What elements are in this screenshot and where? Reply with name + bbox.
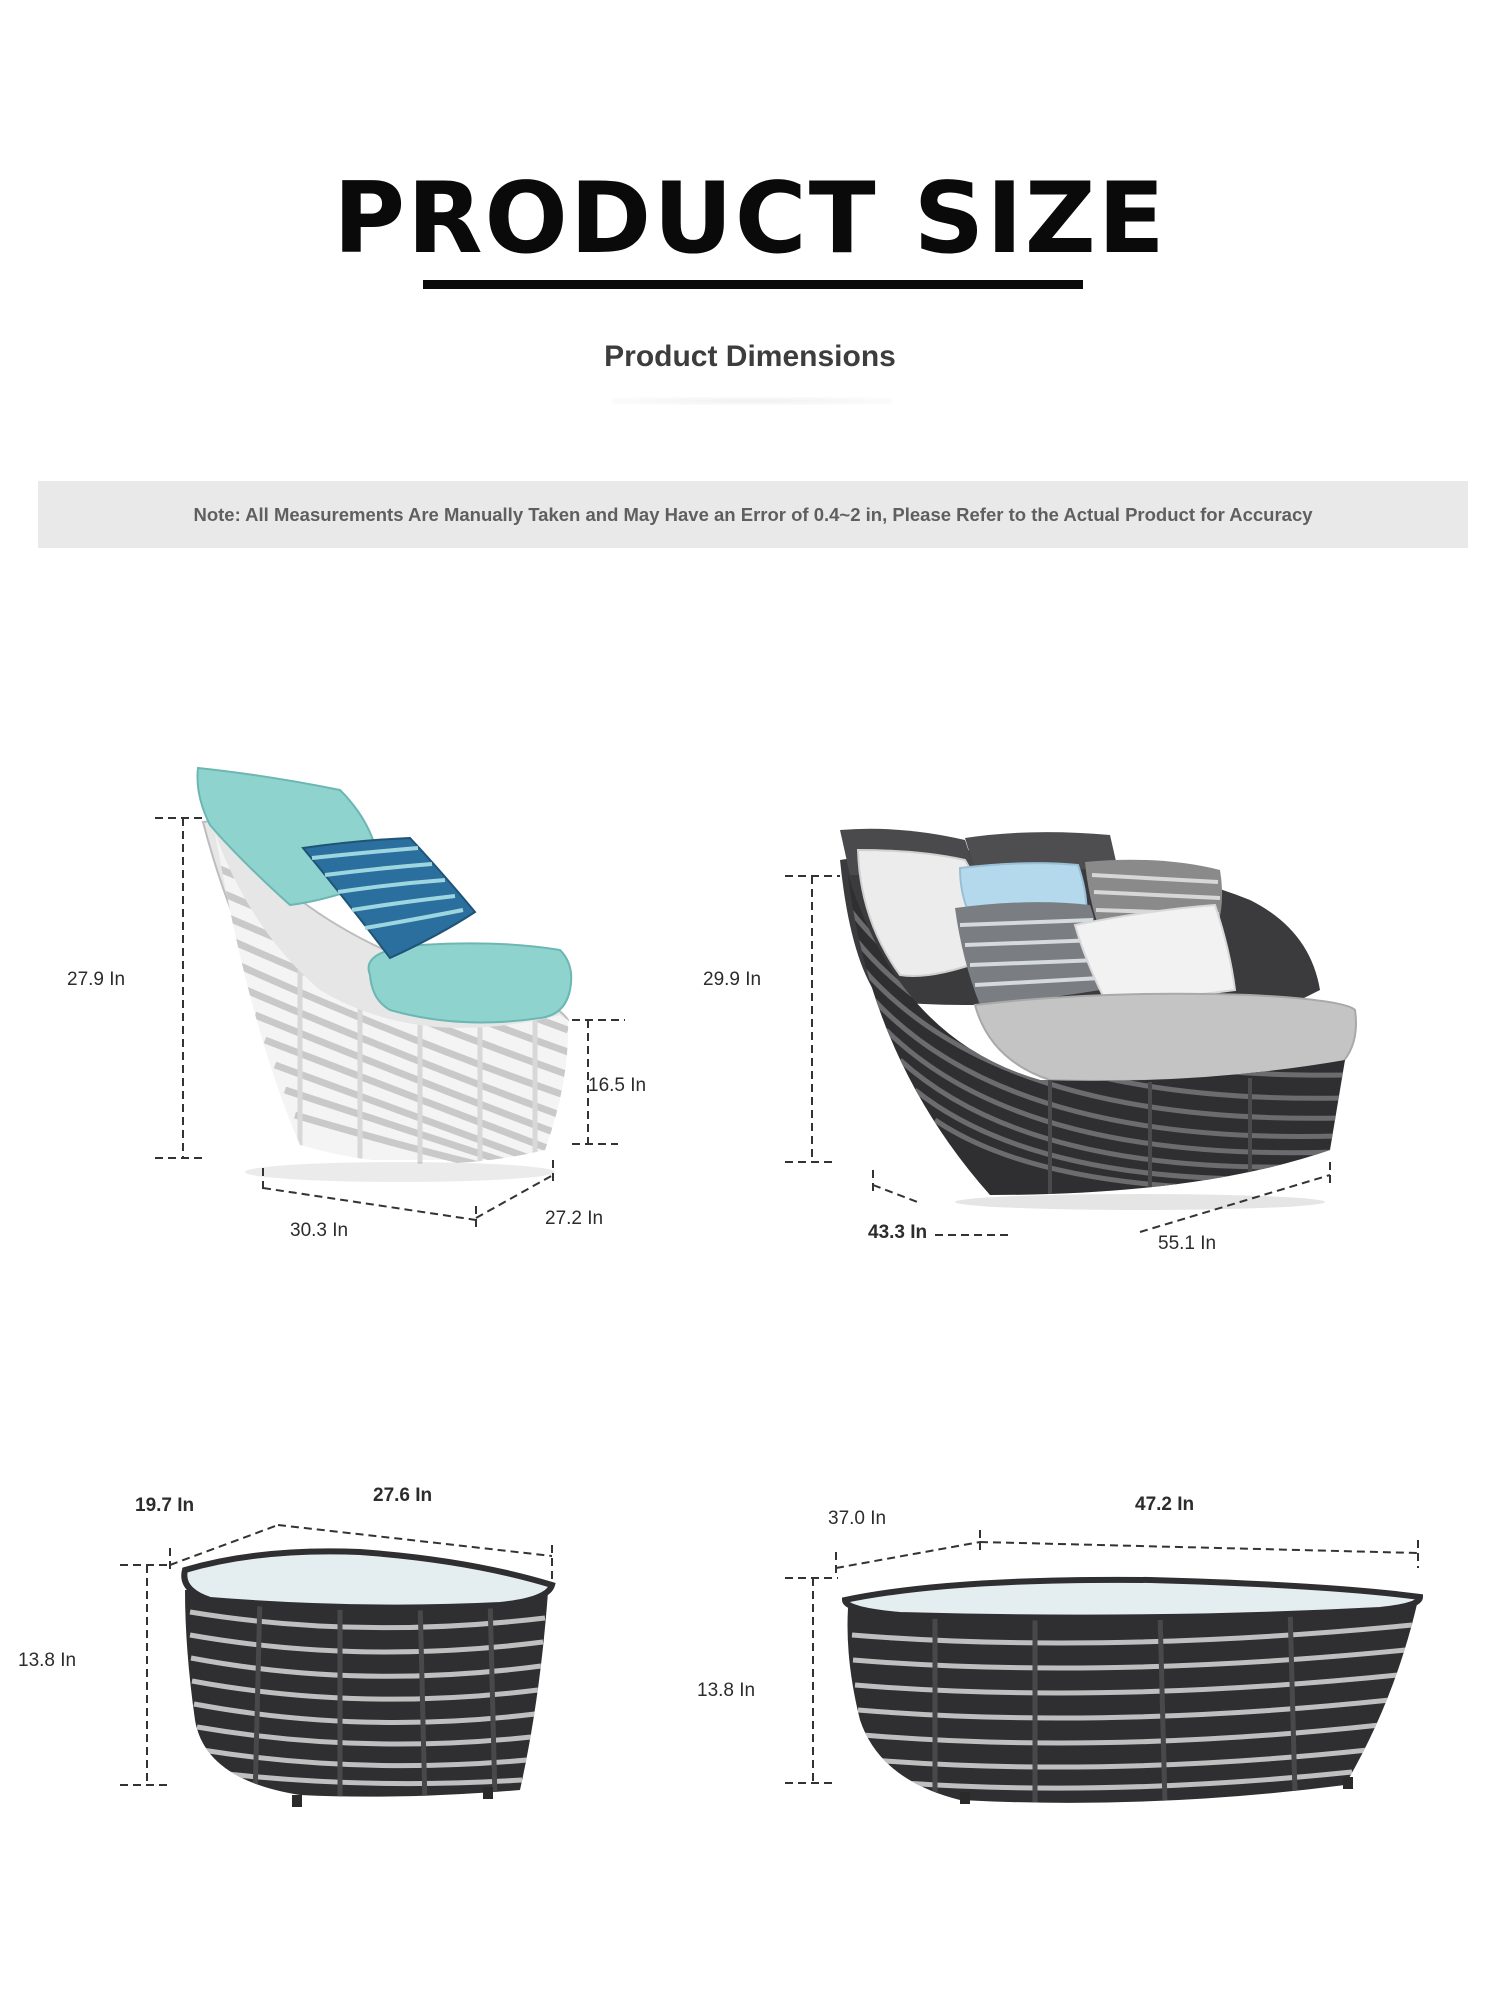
page-subtitle: Product Dimensions (604, 340, 896, 373)
coffee-table-depth-label: 37.0 In (828, 1508, 887, 1529)
measurement-note-bar (38, 481, 1468, 548)
measurement-note-text: Note: All Measurements Are Manually Taken and May Have an Error of 0.4~2 in, Please Refer to the Actual Product for Accuracy (193, 503, 1313, 525)
loveseat (840, 829, 1360, 1220)
coffee-table-dimension-lines (785, 1530, 1418, 1783)
loveseat-width-label: 55.1 In (1158, 1233, 1217, 1254)
lounge-chair-depth-label: 27.2 In (545, 1208, 604, 1229)
lounge-chair (198, 768, 581, 1182)
side-table-height-label: 13.8 In (18, 1650, 77, 1671)
loveseat-height-label: 29.9 In (703, 969, 762, 990)
side-table-width-label: 27.6 In (373, 1485, 433, 1506)
lounge-chair-height-label: 27.9 In (67, 969, 126, 990)
page-title: PRODUCT SIZE (333, 162, 1167, 276)
coffee-table-width-label: 47.2 In (1135, 1494, 1195, 1515)
lounge-chair-seat-height-label: 16.5 In (588, 1075, 647, 1096)
side-table (180, 1551, 560, 1810)
title-underline (423, 280, 1083, 289)
subtitle-shadow (612, 397, 892, 405)
striped-pillow (303, 838, 475, 958)
coffee-table (840, 1580, 1430, 1815)
coffee-table-height-label: 13.8 In (697, 1680, 756, 1701)
loveseat-dimension-lines (785, 876, 1330, 1235)
lounge-chair-dimension-lines (155, 818, 625, 1228)
loveseat-depth-label: 43.3 In (868, 1222, 928, 1243)
side-table-depth-label: 19.7 In (135, 1495, 195, 1516)
lounge-chair-width-label: 30.3 In (290, 1220, 349, 1241)
side-table-dimension-lines (120, 1525, 552, 1785)
